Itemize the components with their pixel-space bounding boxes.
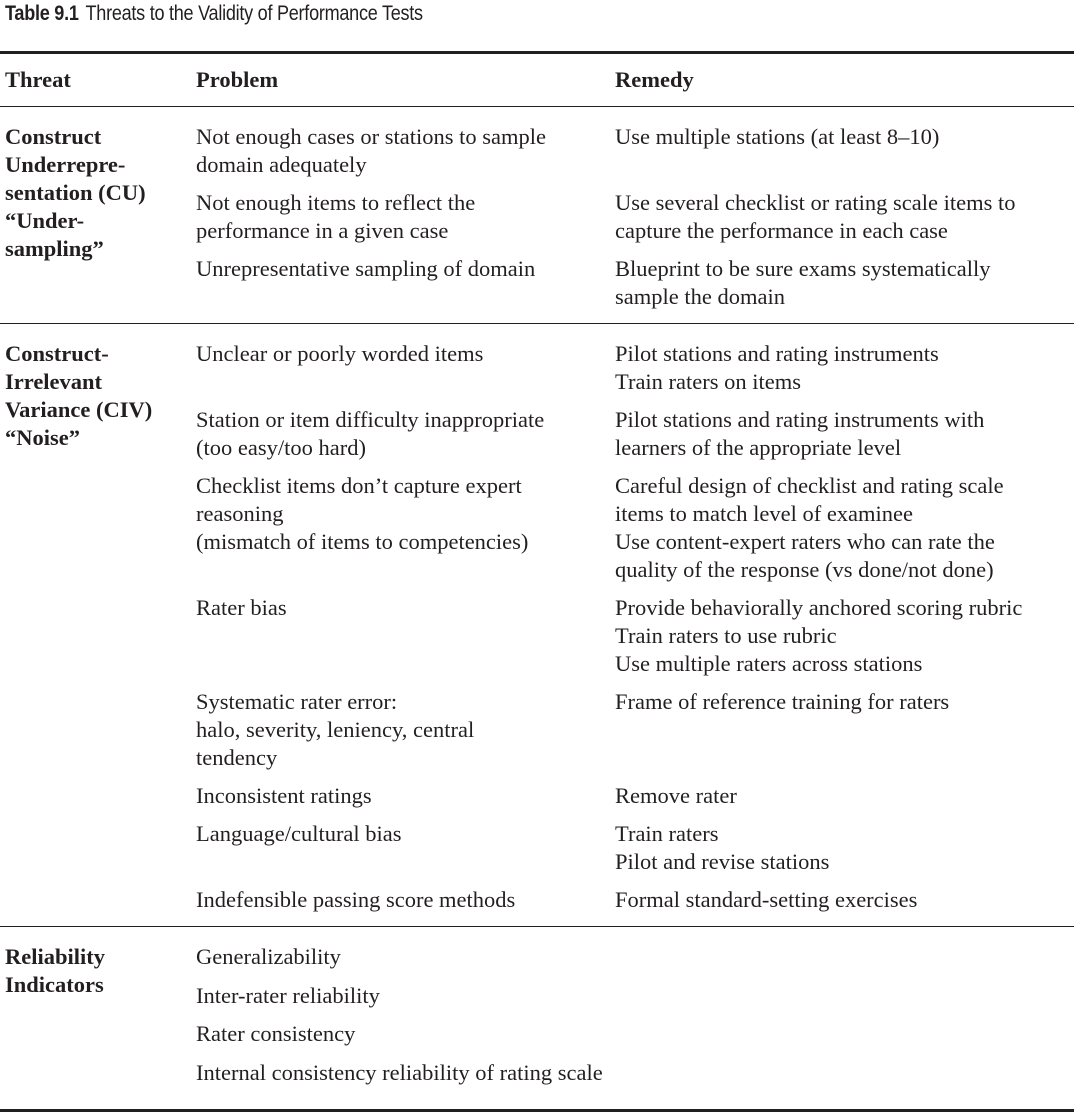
table-body (0, 107, 1074, 1109)
threat-rows (196, 123, 1074, 311)
table-row (196, 982, 1074, 1010)
remedy-cell: Formal standard-setting exercises (615, 887, 918, 912)
table-row (196, 782, 1074, 810)
remedy-cell: Careful design of checklist and rating scale items to match level of examinee Use content-expert raters who can rate the quality of the response (vs done/not done) (615, 473, 1004, 582)
threat-section (0, 107, 1074, 323)
remedy-cell: Frame of reference training for raters (615, 689, 950, 714)
problem-cell: Station or item difficulty inappropriate (too easy/too hard) (196, 407, 545, 460)
remedy-cell (615, 1059, 1074, 1087)
problem-cell: Checklist items don’t capture expert reasoning (mismatch of items to competencies) (196, 473, 529, 554)
table-row (196, 340, 1074, 396)
table-row (196, 1059, 1074, 1087)
table-row (196, 886, 1074, 914)
problem-cell: Unclear or poorly worded items (196, 341, 484, 366)
remedy-cell: Train raters Pilot and revise stations (615, 821, 830, 874)
table-row (196, 472, 1074, 584)
problem-cell: Not enough cases or stations to sample domain adequately (196, 124, 546, 177)
remedy-cell: Use multiple stations (at least 8–10) (615, 124, 940, 149)
problem-cell: Unrepresentative sampling of domain (196, 256, 536, 281)
header-threat: Threat (5, 67, 71, 92)
threat-section (0, 927, 1074, 1109)
table-row (196, 123, 1074, 179)
remedy-cell: Provide behaviorally anchored scoring rubric Train raters to use rubric Use multiple raters across stations (615, 595, 1023, 676)
table-title: Threats to the Validity of Performance Tests (85, 2, 423, 25)
threat-label: Reliability Indicators (5, 944, 105, 997)
remedy-cell (615, 1020, 1074, 1048)
remedy-cell: Use several checklist or rating scale items to capture the performance in each case (615, 190, 1016, 243)
table-row (196, 406, 1074, 462)
table-row (196, 943, 1074, 971)
threat-section (0, 324, 1074, 926)
table-row (196, 594, 1074, 678)
remedy-cell (615, 943, 1074, 971)
table-row (196, 255, 1074, 311)
threat-label: Construct- Irrelevant Variance (CIV) “Noise” (5, 341, 153, 450)
problem-cell: Inter-rater reliability (196, 982, 380, 1008)
table-row (196, 688, 1074, 772)
problem-cell: Rater consistency (196, 1021, 356, 1046)
remedy-cell: Pilot stations and rating instruments Train raters on items (615, 341, 939, 394)
threat-label: Construct Underrepre- sentation (CU) “Under- sampling” (5, 124, 146, 261)
header-problem: Problem (196, 67, 279, 92)
bottom-rule (0, 1109, 1074, 1112)
remedy-cell: Blueprint to be sure exams systematically sample the domain (615, 256, 991, 309)
problem-cell: Systematic rater error: halo, severity, leniency, central tendency (196, 689, 475, 770)
problem-cell: Indefensible passing score methods (196, 887, 516, 912)
threats-table (0, 51, 1074, 1112)
remedy-cell: Remove rater (615, 783, 737, 808)
table-row (196, 189, 1074, 245)
header-row (0, 54, 1074, 106)
problem-cell: Not enough items to reflect the performance in a given case (196, 190, 476, 243)
table-label: Table 9.1 (5, 2, 79, 25)
threat-rows (196, 340, 1074, 914)
table-row (196, 820, 1074, 876)
problem-cell: Generalizability (196, 944, 341, 969)
problem-cell: Language/cultural bias (196, 821, 402, 846)
problem-cell: Inconsistent ratings (196, 783, 372, 808)
table-row (196, 1020, 1074, 1048)
table-caption (5, 2, 423, 26)
problem-cell: Internal consistency reliability of rating scale (196, 1059, 603, 1085)
remedy-cell (615, 982, 1074, 1010)
threat-rows (196, 943, 1074, 1097)
header-remedy: Remedy (615, 67, 694, 92)
remedy-cell: Pilot stations and rating instruments with learners of the appropriate level (615, 407, 985, 460)
problem-cell: Rater bias (196, 595, 287, 620)
